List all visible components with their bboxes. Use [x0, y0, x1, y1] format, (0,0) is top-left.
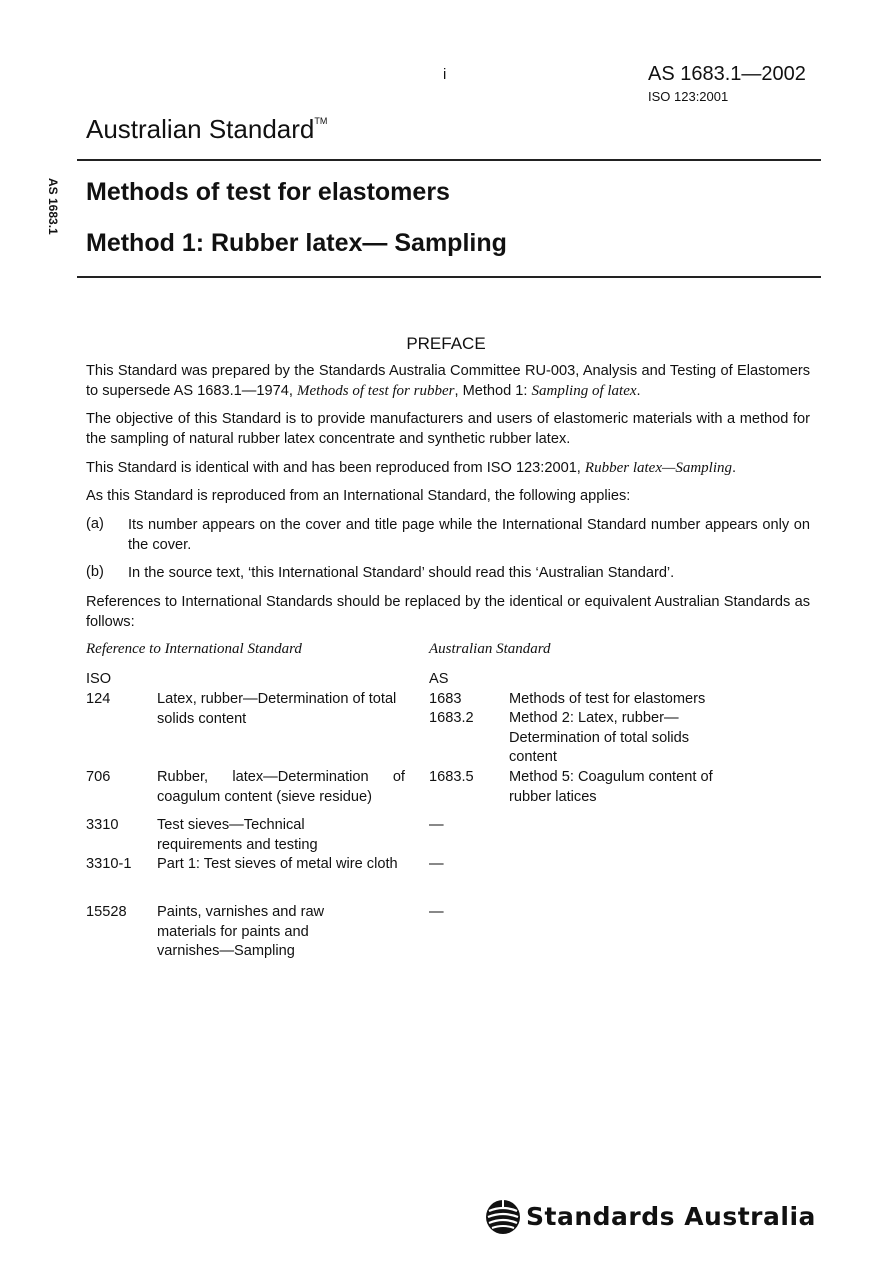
title-main: Methods of test for elastomers — [86, 178, 450, 206]
trademark-mark: TM — [314, 116, 328, 126]
table-row-iso-title: Part 1: Test sieves of metal wire cloth — [157, 856, 398, 872]
standard-type-label: Australian Standard — [86, 114, 315, 144]
iso-prefix: ISO — [86, 671, 112, 687]
list-item-label: (a) — [86, 516, 104, 532]
table-row-as-number: 1683.2 — [429, 710, 474, 726]
preface-paragraph-3 — [86, 459, 810, 479]
side-label-text: AS 1683.1 — [46, 178, 60, 235]
p1-text: This Standard was prepared by the Standards Australia Committee RU-003, Analysis and Testing of Elastomers to supersede AS 1683.1—1974, — [86, 363, 810, 399]
page-number: i — [443, 66, 447, 83]
table-row-iso-title: Paints, varnishes and raw materials for paints and varnishes—Sampling — [157, 904, 325, 959]
title-sub: Method 1: Rubber latex— Sampling — [86, 229, 507, 257]
p3-text: This Standard is identical with and has been reproduced from ISO 123:2001, — [86, 460, 585, 476]
preface-paragraph-5: References to International Standards should be replaced by the identical or equivalent Australian Standards as follows: — [86, 594, 810, 630]
table-row-as-title: Method 5: Coagulum content of rubber latices — [509, 769, 713, 805]
table-row-iso-title: Rubber, latex—Determination of coagulum content (sieve residue) — [157, 769, 405, 805]
preface-paragraph-4: As this Standard is reproduced from an International Standard, the following applies: — [86, 488, 631, 504]
table-row-iso-number: 706 — [86, 769, 111, 785]
table-row-iso-number: 3310 — [86, 817, 119, 833]
table-row-iso-number: 124 — [86, 691, 111, 707]
publisher-name: Standards Australia — [526, 1202, 816, 1231]
list-item-label: (b) — [86, 564, 104, 580]
table-row-as-title: Method 2: Latex, rubber—Determination of total solids content — [509, 710, 690, 765]
table-row-as-number: 1683.5 — [429, 769, 474, 785]
table-row-as-number: — — [429, 904, 444, 920]
table-row-as-number: — — [429, 817, 444, 833]
as-prefix: AS — [429, 671, 449, 687]
table-row-as-title: Methods of test for elastomers — [509, 691, 706, 707]
p1-end: . — [636, 382, 641, 399]
bottom-rule — [77, 276, 821, 278]
iso-number: ISO 123:2001 — [648, 89, 729, 104]
table-row-as-number: 1683 — [429, 691, 462, 707]
standards-australia-logo-icon — [484, 1197, 522, 1237]
p1-mid: , Method 1: — [454, 382, 532, 399]
table-row-as-number: — — [429, 856, 444, 872]
list-item-text: Its number appears on the cover and title page while the International Standard number appears only on the cover. — [128, 517, 810, 553]
p3-end: . — [732, 460, 737, 476]
p3-italic-title: Rubber latex—Sampling — [584, 460, 732, 476]
p1-italic-method: Sampling of latex — [531, 382, 637, 399]
preface-paragraph-1 — [86, 362, 810, 401]
p1-italic-title: Methods of test for rubber — [296, 382, 455, 399]
standard-type — [86, 114, 327, 145]
top-rule — [77, 159, 821, 161]
side-label — [38, 178, 68, 258]
column-header-australian: Australian Standard — [429, 641, 551, 657]
document-number: AS 1683.1—2002 — [648, 63, 806, 85]
table-row-iso-number: 3310-1 — [86, 856, 132, 872]
table-row-iso-number: 15528 — [86, 904, 127, 920]
preface-heading: PREFACE — [406, 334, 486, 353]
table-row-iso-title: Test sieves—Technical requirements and testing — [157, 817, 318, 853]
preface-paragraph-2: The objective of this Standard is to provide manufacturers and users of elastomeric materials with a method for the sampling of natural rubber latex concentrate and synthetic rubber latex. — [86, 411, 810, 447]
column-header-international: Reference to International Standard — [86, 641, 302, 657]
list-item-text: In the source text, ‘this International Standard’ should read this ‘Australian Standard’. — [128, 565, 675, 581]
table-row-iso-title: Latex, rubber—Determination of total solids content — [157, 691, 397, 727]
